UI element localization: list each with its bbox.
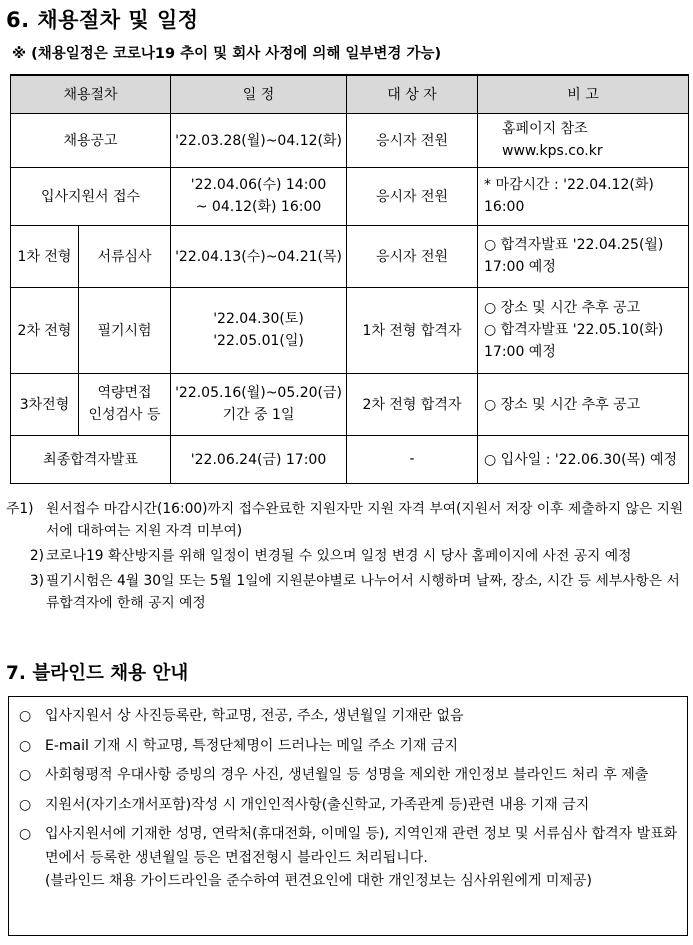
row-step: 3차전형 — [11, 373, 79, 435]
schedule-change-notice: ※ (채용일정은 코로나19 추이 및 회사 사정에 의해 일부변경 가능) — [12, 46, 442, 62]
header-schedule: 일 정 — [171, 75, 347, 113]
header-step: 채용절차 — [11, 75, 171, 113]
row-target: 응시자 전원 — [347, 113, 478, 167]
table-row — [11, 225, 689, 287]
footnote-number: 3) — [29, 573, 44, 589]
row-target: 응시자 전원 — [347, 167, 478, 225]
row-note: * 마감시간 : '22.04.12(화) 16:00 — [478, 167, 689, 225]
table-row — [11, 113, 689, 167]
list-item-text: 입사지원서 상 사진등록란, 학교명, 전공, 주소, 생년월일 기재란 없음 — [45, 708, 464, 724]
row-step: 입사지원서 접수 — [11, 167, 171, 225]
section-7-title: 7. 블라인드 채용 안내 — [6, 663, 189, 684]
circle-bullet-icon: ○ — [19, 708, 32, 724]
table-row — [11, 287, 689, 373]
footnotes — [6, 498, 690, 617]
circle-bullet-icon: ○ — [19, 737, 32, 754]
row-schedule: '22.04.06(수) 14:00 ~ 04.12(화) 16:00 — [171, 167, 347, 225]
header-note: 비 고 — [478, 75, 689, 113]
row-target: 응시자 전원 — [347, 225, 478, 287]
circle-bullet-icon: ○ — [19, 826, 32, 842]
header-target: 대 상 자 — [347, 75, 478, 113]
row-substep: 서류심사 — [79, 225, 171, 287]
row-substep: 역량면접 인성검사 등 — [79, 373, 171, 435]
row-substep: 필기시험 — [79, 287, 171, 373]
footnote-text: 코로나19 확산방지를 위해 일정이 변경될 수 있으며 일정 변경 시 당사 홈페이지에 사전 공지 예정 — [46, 548, 632, 564]
row-step: 1차 전형 — [11, 225, 79, 287]
list-item — [19, 705, 681, 729]
row-target: - — [347, 435, 478, 483]
row-note: ○ 장소 및 시간 추후 공고 — [478, 373, 689, 435]
list-item-text: 지원서(자기소개서포함)작성 시 개인인적사항(출신학교, 가족관계 등)관련 내용 기재 금지 — [45, 796, 590, 813]
list-item-text: E-mail 기재 시 학교명, 특정단체명이 드러나는 메일 주소 기재 금지 — [45, 737, 458, 754]
table-header-row — [11, 75, 689, 113]
row-target: 2차 전형 합격자 — [347, 373, 478, 435]
list-item — [19, 764, 681, 788]
row-note: ○ 입사일 : '22.06.30(목) 예정 — [478, 435, 689, 483]
circle-bullet-icon: ○ — [19, 796, 32, 813]
row-target: 1차 전형 합격자 — [347, 287, 478, 373]
row-step: 2차 전형 — [11, 287, 79, 373]
row-schedule: '22.04.30(토) '22.05.01(일) — [171, 287, 347, 373]
row-note: ○ 합격자발표 '22.04.25(월) 17:00 예정 — [478, 225, 689, 287]
row-note: 홈페이지 참조 www.kps.co.kr — [478, 113, 689, 167]
blind-hiring-box — [8, 696, 688, 936]
table-row — [11, 435, 689, 483]
list-item-text: 사회형평적 우대사항 증빙의 경우 사진, 생년월일 등 성명을 제외한 개인정보 블라인드 처리 후 제출 — [45, 767, 649, 783]
circle-bullet-icon: ○ — [19, 767, 32, 783]
footnote-number: 2) — [29, 548, 44, 564]
list-item — [19, 823, 681, 894]
schedule-table — [10, 74, 689, 484]
footnote-text: 원서접수 마감시간(16:00)까지 접수완료한 지원자만 지원 자격 부여(지원서 저장 이후 제출하지 않은 지원서에 대하여는 지원 자격 미부여) — [46, 501, 684, 539]
footnote-text: 필기시험은 4월 30일 또는 5월 1일에 지원분야별로 나누어서 시행하며 날짜, 장소, 시간 등 세부사항은 서류합격자에 한해 공지 예정 — [46, 573, 680, 611]
row-schedule: '22.05.16(월)~05.20(금) 기간 중 1일 — [171, 373, 347, 435]
footnote-item — [6, 498, 690, 542]
footnote-item — [6, 545, 690, 567]
table-row — [11, 373, 689, 435]
footnote-item — [6, 570, 690, 614]
table-row — [11, 167, 689, 225]
list-item — [19, 735, 681, 759]
list-item — [19, 794, 681, 818]
section-6-title: 6. 채용절차 및 일정 — [6, 8, 199, 32]
row-note: ○ 장소 및 시간 추후 공고 ○ 합격자발표 '22.05.10(화) 17:00 예정 — [478, 287, 689, 373]
row-step: 채용공고 — [11, 113, 171, 167]
footnote-number: 주1) — [6, 501, 34, 517]
row-step: 최종합격자발표 — [11, 435, 171, 483]
row-schedule: '22.04.13(수)~04.21(목) — [171, 225, 347, 287]
list-item-text: 입사지원서에 기재한 성명, 연락처(휴대전화, 이메일 등), 지역인재 관련 정보 및 서류심사 합격자 발표화면에서 등록한 생년월일 등은 면접전형시 블라인드 처리됩니다. (블라인드 채용 가이드라인을 준수하여 편견요인에 대한 개인정보는 심사위원에게 미제공) — [45, 826, 678, 889]
row-schedule: '22.06.24(금) 17:00 — [171, 435, 347, 483]
row-schedule: '22.03.28(월)~04.12(화) — [171, 113, 347, 167]
